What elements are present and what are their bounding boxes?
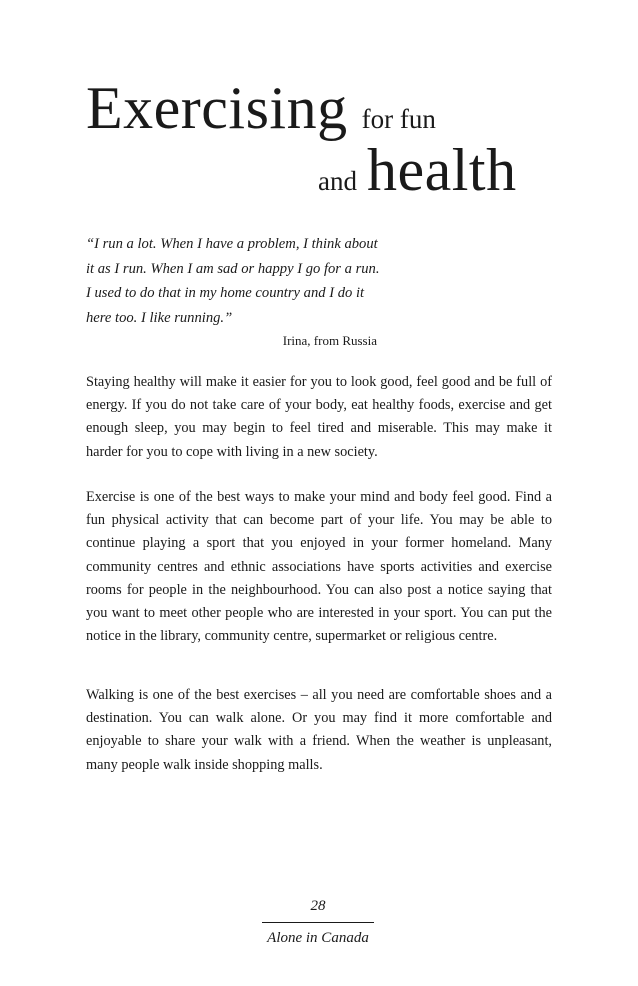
footer-divider <box>262 922 374 923</box>
body-paragraph-2: Exercise is one of the best ways to make your mind and body feel good. Find a fun physical activity that can become part of your life. You may be able to continue playing a sport that you enjoyed in your former homeland. Many community centres and ethnic associations have sports activities and exercise rooms for people in the neighbourhood. You can also post a notice saying that you want to meet other people who are interested in your sport. You can put the notice in the library, community centre, supermarket or religious centre. <box>86 489 552 645</box>
title-word-and: and <box>318 166 357 196</box>
page-number: 28 <box>310 898 326 914</box>
pull-quote: “I run a lot. When I have a problem, I think about it as I run. When I am sad or happy I go for a run. I used to do that in my home country and I do it here too. I like running.” <box>86 236 380 326</box>
page-title-line-2 <box>318 137 517 203</box>
page-title-line-1 <box>86 75 436 141</box>
title-word-health: health <box>366 137 517 203</box>
body-paragraph-1: Staying healthy will make it easier for you to look good, feel good and be full of energy. If you do not take care of your body, eat healthy foods, exercise and get enough sleep, you may begin to feel tired and miserable. This may make it harder for you to cope with living in a new society. <box>86 374 552 460</box>
title-word-exercising: Exercising <box>86 75 348 141</box>
book-title: Alone in Canada <box>267 930 369 946</box>
title-word-for-fun: for fun <box>361 104 436 134</box>
body-paragraph-3: Walking is one of the best exercises – all you need are comfortable shoes and a destination. You can walk alone. Or you may find it more comfortable and enjoyable to share your walk with a friend. When the weather is unpleasant, many people walk inside shopping malls. <box>86 687 552 773</box>
quote-attribution: Irina, from Russia <box>282 333 377 348</box>
